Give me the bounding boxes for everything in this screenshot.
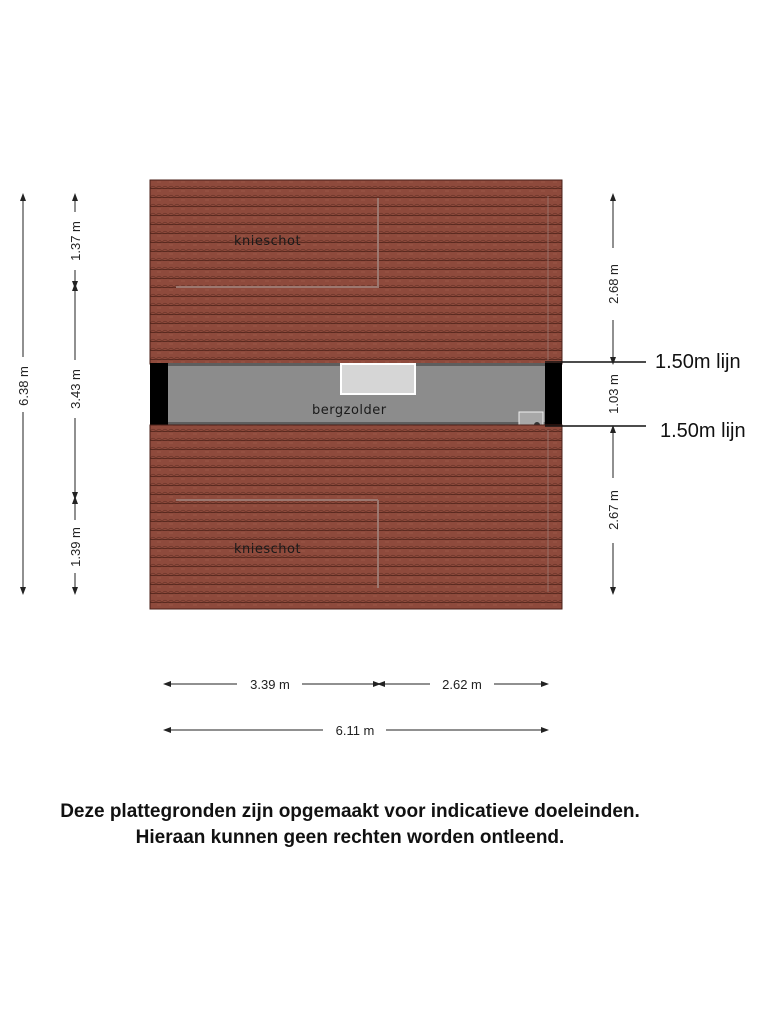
dim-right-seg-2-label: 1.03 m — [606, 374, 621, 414]
height-line-lower — [545, 420, 746, 442]
dim-left-seg-3 — [68, 500, 83, 591]
height-line-upper — [545, 351, 741, 373]
dim-left-seg-1 — [68, 197, 83, 285]
room-label-knieschot-top: knieschot — [234, 234, 302, 249]
dim-bottom-seg-1-label: 3.39 m — [250, 677, 290, 692]
dim-right-seg-2 — [606, 374, 621, 414]
height-line-lower-label: 1.50m lijn — [660, 420, 746, 442]
dim-bottom-seg-2 — [381, 677, 545, 692]
roof-top — [150, 180, 562, 364]
bergzolder-floor — [150, 363, 562, 428]
roof-bottom — [150, 425, 562, 609]
room-label-knieschot-bottom: knieschot — [234, 542, 302, 557]
dim-left-total — [16, 197, 31, 591]
height-line-upper-label: 1.50m lijn — [655, 351, 741, 373]
dim-left-seg-2-label: 3.43 m — [68, 369, 83, 409]
dim-left-seg-1-label: 1.37 m — [68, 221, 83, 261]
dim-bottom-total-label: 6.11 m — [335, 723, 375, 738]
dim-left-seg-3-label: 1.39 m — [68, 527, 83, 567]
dim-bottom-seg-1 — [167, 677, 377, 692]
dim-right-seg-1-label: 2.68 m — [606, 264, 621, 304]
dim-left-seg-2 — [68, 287, 83, 496]
dim-right-seg-1 — [606, 197, 621, 361]
dim-left-total-label: 6.38 m — [16, 366, 31, 406]
dim-bottom-total — [167, 723, 545, 738]
room-label-bergzolder: bergzolder — [312, 403, 387, 418]
disclaimer-line-1: Deze plattegronden zijn opgemaakt voor indicatieve doeleinden. — [60, 801, 640, 822]
dim-bottom-seg-2-label: 2.62 m — [442, 677, 482, 692]
dim-right-seg-3 — [606, 429, 621, 591]
skylight — [341, 364, 415, 394]
disclaimer-line-2: Hieraan kunnen geen rechten worden ontleend. — [135, 827, 565, 848]
dim-right-seg-3-label: 2.67 m — [606, 490, 621, 530]
